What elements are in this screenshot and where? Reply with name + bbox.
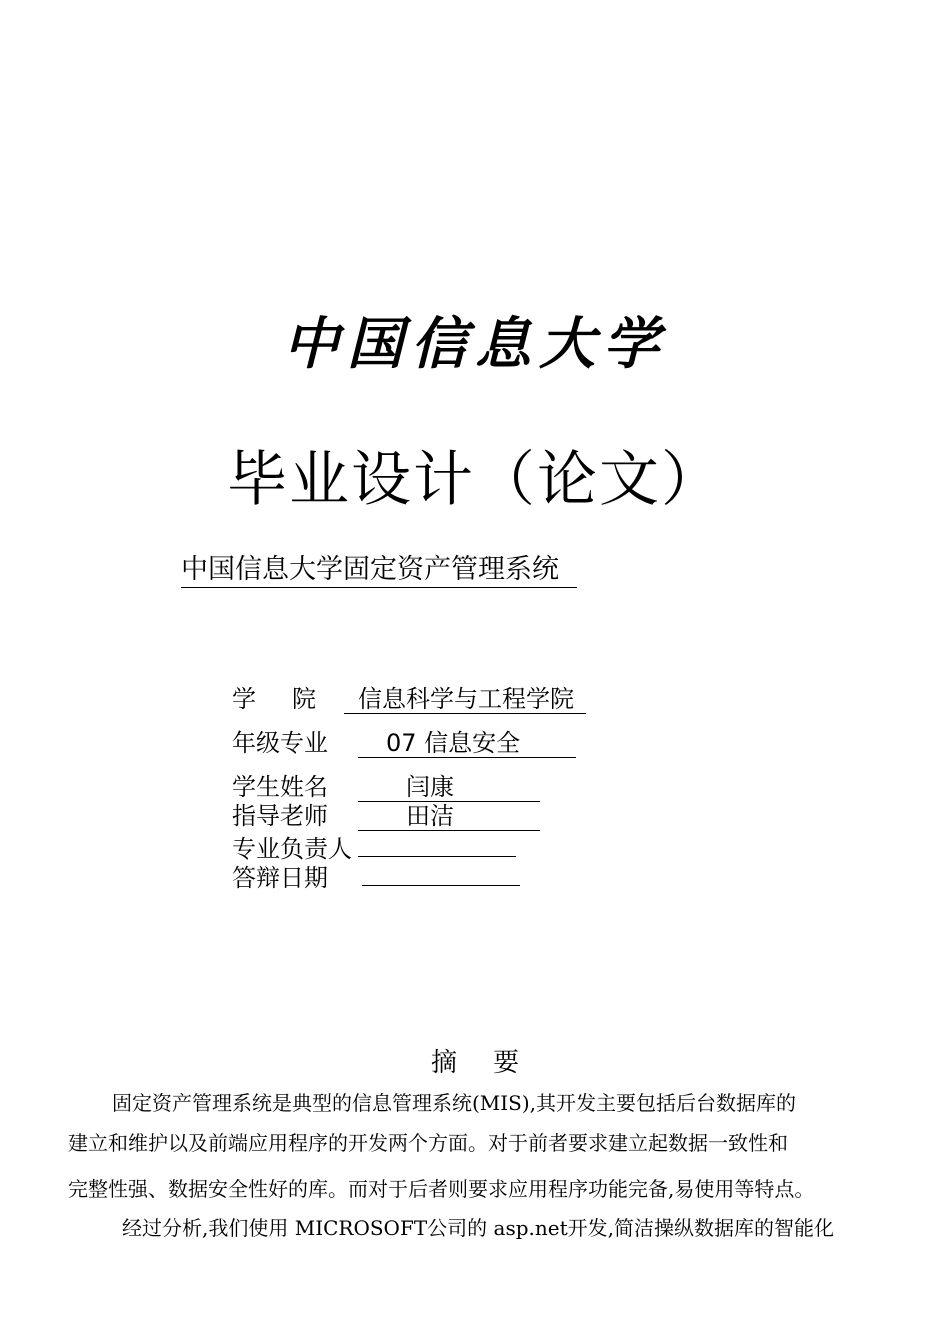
defense-date-label: 答辩日期 xyxy=(232,864,328,892)
college-label: 学 院 xyxy=(232,685,322,713)
info-row-college xyxy=(232,684,586,714)
major-head-label: 专业负责人 xyxy=(232,835,352,863)
advisor-label: 指导老师 xyxy=(232,802,328,830)
student-label: 学生姓名 xyxy=(232,773,328,801)
info-row-student xyxy=(232,772,540,802)
abstract-line: 固定资产管理系统是典型的信息管理系统(MIS),其开发主要包括后台数据库的 xyxy=(112,1091,797,1115)
grade-major-value: 07 信息安全 xyxy=(358,729,576,758)
info-row-defense-date xyxy=(232,859,520,893)
major-head-value xyxy=(358,830,516,857)
info-row-advisor xyxy=(232,801,540,831)
abstract-line: 完整性强、数据安全性好的库。而对于后者则要求应用程序功能完备,易使用等特点。 xyxy=(68,1177,815,1201)
thesis-title: 中国信息大学固定资产管理系统 xyxy=(181,553,577,588)
college-value: 信息科学与工程学院 xyxy=(344,685,586,714)
university-name: 中国信息大学 xyxy=(283,311,667,377)
defense-date-value xyxy=(362,859,520,886)
document-type-title: 毕业设计（论文） xyxy=(227,445,723,515)
advisor-value: 田洁 xyxy=(358,802,540,831)
grade-major-label: 年级专业 xyxy=(232,729,328,757)
abstract-line: 经过分析,我们使用 MICROSOFT公司的 asp.net开发,简洁操纵数据库的智能化 xyxy=(122,1216,834,1240)
abstract-heading: 摘要 xyxy=(430,1048,555,1078)
info-row-grade-major xyxy=(232,728,576,758)
abstract-line: 建立和维护以及前端应用程序的开发两个方面。对于前者要求建立起数据一致性和 xyxy=(68,1131,788,1155)
student-value: 闫康 xyxy=(358,773,540,802)
